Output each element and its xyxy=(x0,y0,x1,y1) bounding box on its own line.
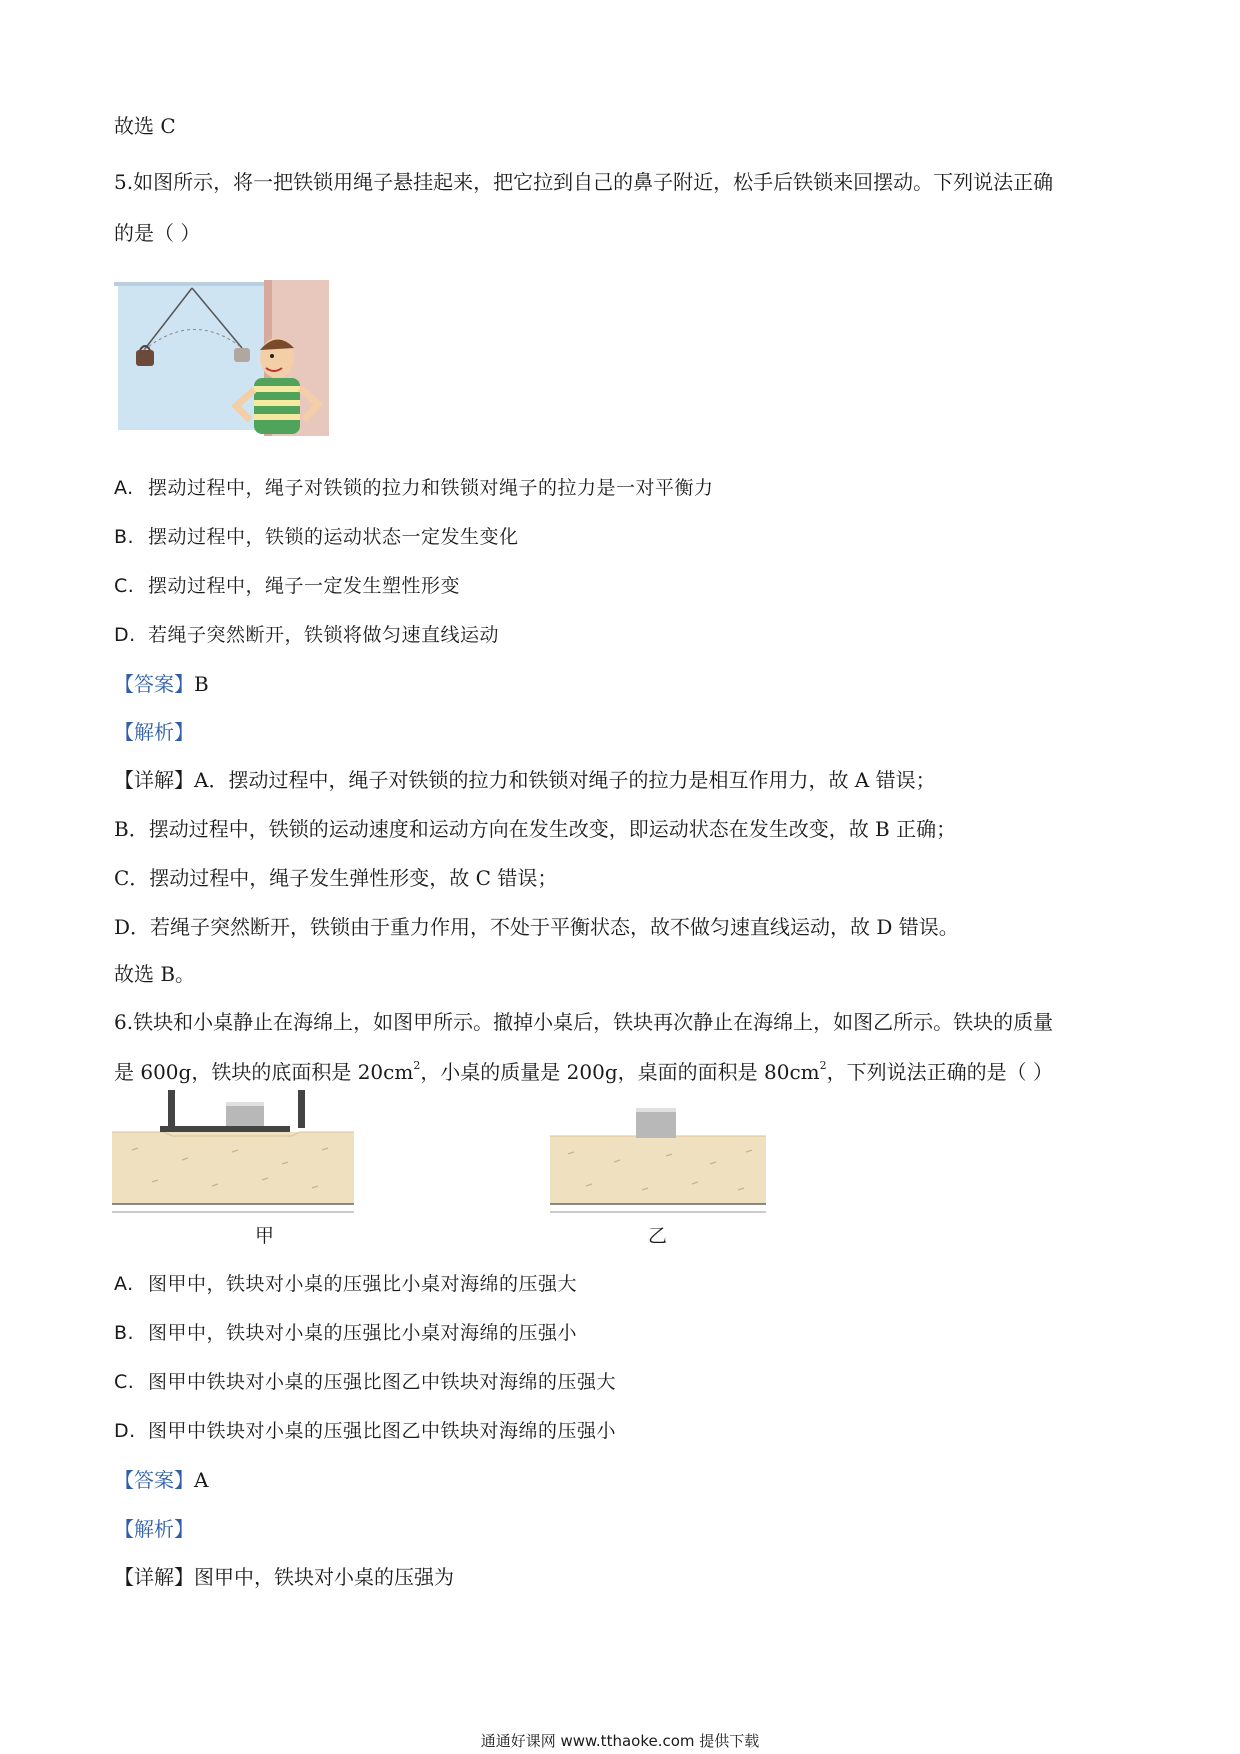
q6-option-c: C. 图甲中铁块对小桌的压强比图乙中铁块对海绵的压强大 xyxy=(114,1371,617,1393)
q6-figure-yi xyxy=(550,1102,766,1214)
q6-detail: 【详解】图甲中，铁块对小桌的压强为 xyxy=(114,1565,454,1589)
q5-conclusion: 故选 B。 xyxy=(114,962,196,986)
q5-detail-d: D．若绳子突然断开，铁锁由于重力作用，不处于平衡状态，故不做匀速直线运动，故 D 错误。 xyxy=(114,915,959,939)
q5-stem-line1: 5.如图所示，将一把铁锁用绳子悬挂起来，把它拉到自己的鼻子附近，松手后铁锁来回摆动。下列说法正确 xyxy=(114,170,1054,194)
q6-stem-line1: 6.铁块和小桌静止在海绵上，如图甲所示。撤掉小桌后，铁块再次静止在海绵上，如图乙所示。铁块的质量 xyxy=(114,1010,1054,1034)
q5-stem-line2: 的是（ ） xyxy=(114,221,201,245)
q5-pendulum-figure xyxy=(114,280,332,436)
q6-fig-label-yi: 乙 xyxy=(648,1225,668,1247)
q6-fig-label-jia: 甲 xyxy=(255,1225,275,1247)
q6-analysis-label: 【解析】 xyxy=(114,1517,194,1541)
q6-option-a: A. 图甲中，铁块对小桌的压强比小桌对海绵的压强大 xyxy=(114,1273,578,1295)
q6-answer: 【答案】A xyxy=(114,1468,209,1492)
q5-option-d: D. 若绳子突然断开，铁锁将做匀速直线运动 xyxy=(114,624,500,646)
q6-figure-jia xyxy=(112,1090,354,1216)
q6-stem-line2: 是 600g，铁块的底面积是 $20cm^2$，小桌的质量是 200g，桌面的面积是 $80cm^2$，下列说法正确的是（ ） xyxy=(114,1059,1053,1084)
q5-detail-a: 【详解】A．摆动过程中，绳子对铁锁的拉力和铁锁对绳子的拉力是相互作用力，故 A 错误； xyxy=(114,768,936,792)
q6-option-b: B. 图甲中，铁块对小桌的压强比小桌对海绵的压强小 xyxy=(114,1322,578,1344)
q5-detail-c: C．摆动过程中，绳子发生弹性形变，故 C 错误； xyxy=(114,866,558,890)
q6-option-d: D. 图甲中铁块对小桌的压强比图乙中铁块对海绵的压强小 xyxy=(114,1420,617,1442)
prev-conclusion: 故选 C xyxy=(114,114,176,138)
q5-detail-b: B．摆动过程中，铁锁的运动速度和运动方向在发生改变，即运动状态在发生改变，故 B 正确； xyxy=(114,817,957,841)
q5-option-c: C. 摆动过程中，绳子一定发生塑性形变 xyxy=(114,575,461,597)
q5-option-a: A. 摆动过程中，绳子对铁锁的拉力和铁锁对绳子的拉力是一对平衡力 xyxy=(114,477,714,499)
q5-answer: 【答案】B xyxy=(114,672,209,696)
page-footer: 通通好课网 www.tthaoke.com 提供下载 xyxy=(480,1732,760,1750)
q5-analysis-label: 【解析】 xyxy=(114,720,194,744)
q5-option-b: B. 摆动过程中，铁锁的运动状态一定发生变化 xyxy=(114,526,519,548)
